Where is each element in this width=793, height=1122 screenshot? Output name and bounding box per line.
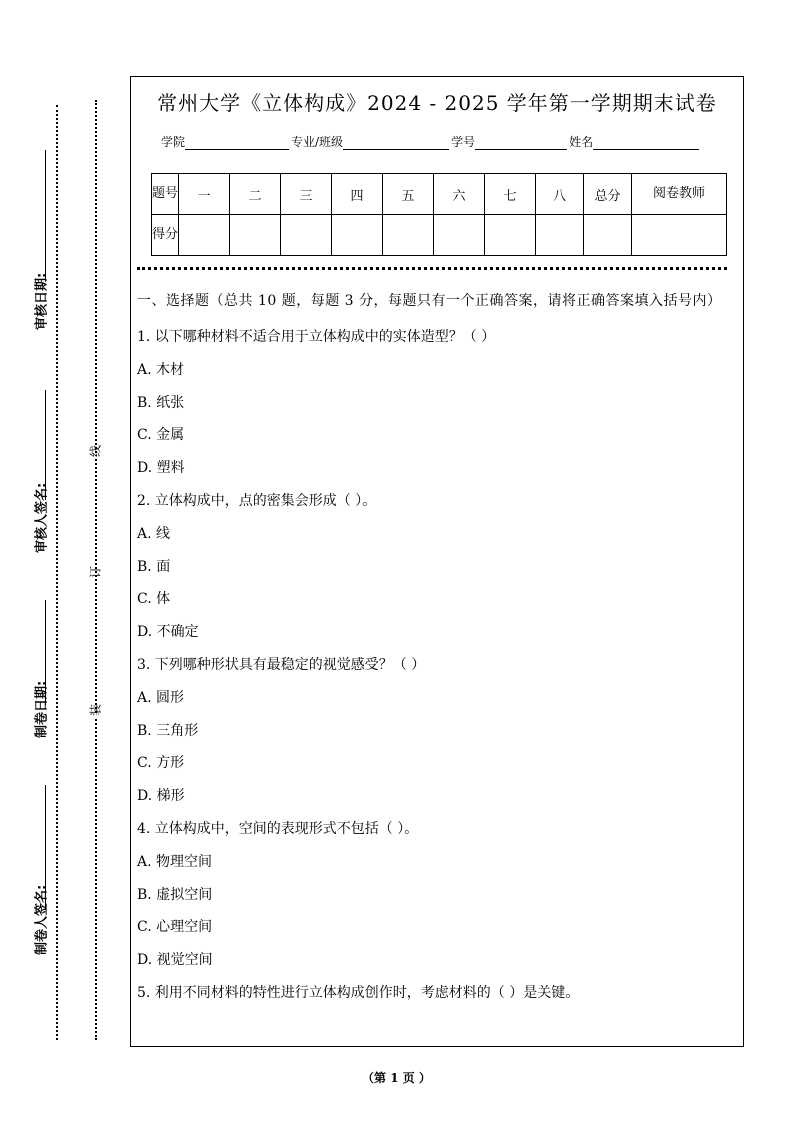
option-line: A. 圆形 bbox=[137, 689, 185, 706]
question-section bbox=[137, 289, 733, 1010]
section-divider bbox=[137, 267, 727, 270]
option-line: B. 三角形 bbox=[137, 722, 199, 739]
section-heading: 一、选择题（总共 10 题，每题 3 分，每题只有一个正确答案，请将正确答案填入括号内） bbox=[137, 293, 722, 309]
question-line: 1. 以下哪种材料不适合用于立体构成中的实体造型？（ ） bbox=[137, 329, 496, 345]
student-info-row bbox=[161, 133, 701, 150]
student-id-label: 学号 bbox=[451, 135, 476, 149]
header-cell-1: 一 bbox=[179, 174, 230, 215]
question-line: 5. 利用不同材料的特性进行立体构成创作时，考虑材料的（ ）是关键。 bbox=[137, 984, 580, 1001]
option-line: A. 木材 bbox=[137, 361, 185, 378]
header-cell-4: 四 bbox=[332, 174, 383, 215]
score-cell-1[interactable] bbox=[179, 215, 230, 256]
score-cell-4[interactable] bbox=[332, 215, 383, 256]
student-id-field[interactable] bbox=[475, 135, 567, 150]
score-table bbox=[151, 173, 727, 256]
name-label: 姓名 bbox=[569, 135, 594, 149]
binding-dotted-line-outer bbox=[56, 105, 58, 1040]
option-line: B. 面 bbox=[137, 558, 171, 575]
option-line: A. 物理空间 bbox=[137, 853, 213, 870]
score-cell-2[interactable] bbox=[230, 215, 281, 256]
header-cell-total: 总分 bbox=[584, 174, 632, 215]
option-line: B. 纸张 bbox=[137, 394, 185, 411]
question-line: 4. 立体构成中，空间的表现形式不包括（ ）。 bbox=[137, 820, 419, 837]
score-cell-8[interactable] bbox=[536, 215, 584, 256]
score-cell-total[interactable] bbox=[584, 215, 632, 256]
college-field[interactable] bbox=[185, 135, 289, 150]
signature-line-review-date bbox=[45, 150, 46, 280]
option-line: C. 方形 bbox=[137, 755, 185, 772]
score-table-header-row bbox=[152, 174, 727, 215]
score-cell-5[interactable] bbox=[383, 215, 434, 256]
option-line: D. 视觉空间 bbox=[137, 952, 213, 969]
score-table-score-row bbox=[152, 215, 727, 256]
score-row-label: 得分 bbox=[152, 215, 179, 256]
header-cell-6: 六 bbox=[434, 174, 485, 215]
header-cell-3: 三 bbox=[281, 174, 332, 215]
header-cell-2: 二 bbox=[230, 174, 281, 215]
header-cell-7: 七 bbox=[485, 174, 536, 215]
option-line: D. 塑料 bbox=[137, 460, 185, 477]
option-line: C. 心理空间 bbox=[137, 919, 213, 936]
exam-title: 常州大学《立体构成》2024 - 2025 学年第一学期期末试卷 bbox=[157, 91, 717, 115]
exam-frame bbox=[130, 76, 744, 1047]
header-cell-question-no: 题号 bbox=[152, 174, 179, 215]
option-line: C. 体 bbox=[137, 591, 171, 608]
major-class-label: 专业/班级 bbox=[291, 135, 344, 149]
page-number: （第 1 页 ） bbox=[362, 1071, 431, 1085]
header-cell-8: 八 bbox=[536, 174, 584, 215]
score-cell-6[interactable] bbox=[434, 215, 485, 256]
major-class-field[interactable] bbox=[343, 135, 449, 150]
option-line: D. 不确定 bbox=[137, 624, 199, 641]
question-line: 2. 立体构成中，点的密集会形成（ ）。 bbox=[137, 492, 377, 509]
score-cell-grader[interactable] bbox=[632, 215, 727, 256]
name-field[interactable] bbox=[593, 135, 699, 150]
option-line: A. 线 bbox=[137, 525, 171, 542]
option-line: B. 虚拟空间 bbox=[137, 886, 213, 903]
header-cell-5: 五 bbox=[383, 174, 434, 215]
score-cell-7[interactable] bbox=[485, 215, 536, 256]
college-label: 学院 bbox=[161, 135, 186, 149]
score-cell-3[interactable] bbox=[281, 215, 332, 256]
option-line: C. 金属 bbox=[137, 427, 185, 444]
option-line: D. 梯形 bbox=[137, 788, 185, 805]
header-cell-grader: 阅卷教师 bbox=[632, 174, 727, 215]
question-line: 3. 下列哪种形状具有最稳定的视觉感受？（ ） bbox=[137, 656, 426, 673]
